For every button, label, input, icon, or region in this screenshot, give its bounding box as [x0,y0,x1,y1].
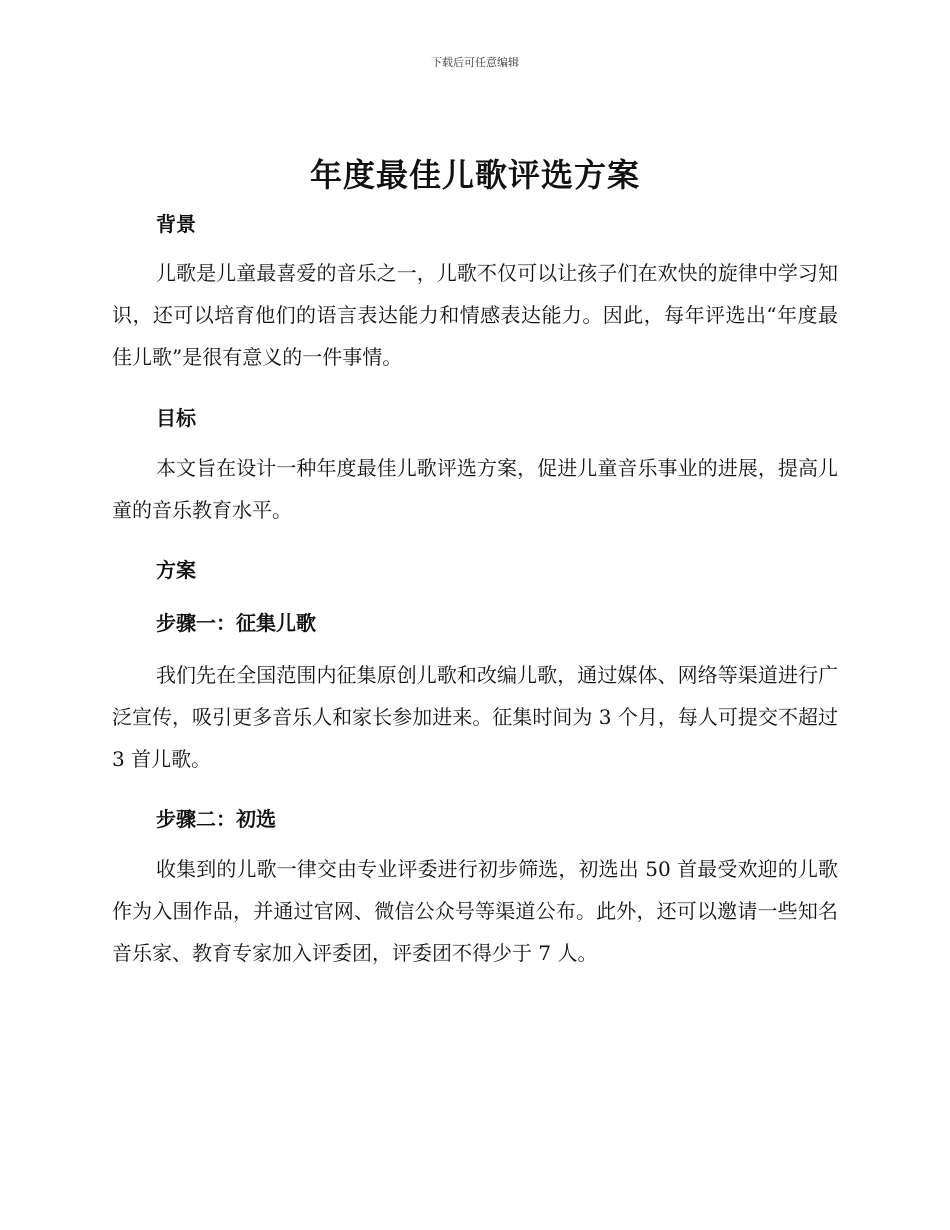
heading-goal: 目标 [156,406,196,430]
paragraph-step1: 我们先在全国范围内征集原创儿歌和改编儿歌，通过媒体、网络等渠道进行广泛宣传，吸引更多音乐人和家长参加进来。征集时间为 3 个月，每人可提交不超过 3 首儿歌。 [112,663,838,771]
heading-background: 背景 [156,212,196,236]
paragraph-goal: 本文旨在设计一种年度最佳儿歌评选方案，促进儿童音乐事业的进展，提高儿童的音乐教育水平。 [112,456,838,522]
heading-step1: 步骤一：征集儿歌 [156,611,316,635]
heading-step2: 步骤二：初选 [156,807,276,831]
paragraph-background: 儿歌是儿童最喜爱的音乐之一，儿歌不仅可以让孩子们在欢快的旋律中学习知识，还可以培育他们的语言表达能力和情感表达能力。因此，每年评选出“年度最佳儿歌”是很有意义的一件事情。 [112,261,838,369]
paragraph-step2: 收集到的儿歌一律交由专业评委进行初步筛选，初选出 50 首最受欢迎的儿歌作为入围作品，并通过官网、微信公众号等渠道公布。此外，还可以邀请一些知名音乐家、教育专家加入评委团，评委团不得少于 7 人。 [112,857,838,965]
header-note: 下载后可任意编辑 [431,56,519,69]
document-title: 年度最佳儿歌评选方案 [309,156,640,194]
heading-plan: 方案 [156,558,196,582]
